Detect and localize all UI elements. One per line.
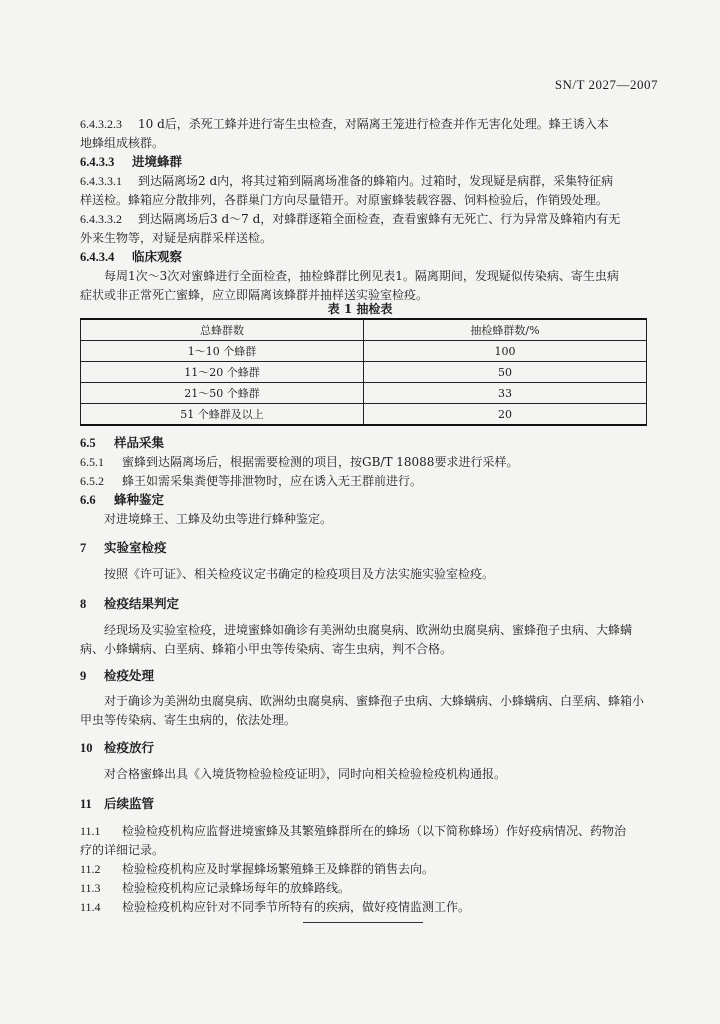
clause-number: 6.5.1 xyxy=(80,455,104,469)
clause-text: 到达隔离场2 d内，将其过箱到隔离场准备的蜂箱内。过箱时，发现疑是病群，采集特征病 xyxy=(138,174,614,188)
table-cell: 50 xyxy=(364,362,647,383)
heading-number: 6.5 xyxy=(80,436,96,450)
clause-6-4-3-3-2 xyxy=(80,212,620,226)
clause-11-2 xyxy=(80,862,434,876)
heading-number: 9 xyxy=(80,669,87,683)
clause-11-3 xyxy=(80,881,350,895)
clause-number: 11.4 xyxy=(80,900,101,914)
table-cell: 33 xyxy=(364,383,647,404)
heading-number: 6.4.3.4 xyxy=(80,250,115,264)
clause-number: 6.4.3.2.3 xyxy=(80,117,122,131)
end-rule xyxy=(303,922,423,923)
heading-7 xyxy=(80,541,167,555)
paragraph-continuation xyxy=(80,642,452,656)
heading-text: 进境蜂群 xyxy=(132,154,183,169)
clause-text: 检验检疫机构应及时掌握蜂场繁殖蜂王及蜂群的销售去向。 xyxy=(122,862,435,876)
table-cell: 21～50 个蜂群 xyxy=(81,383,364,404)
heading-text: 实验室检疫 xyxy=(104,540,167,555)
clause-6-4-3-3-1 xyxy=(80,174,613,188)
paragraph-text: 按照《许可证》、相关检疫议定书确定的检疫项目及方法实施实验室检疫。 xyxy=(104,567,495,581)
heading-10 xyxy=(80,741,154,755)
paragraph-text: 症状或非正常死亡蜜蜂，应立即隔离该蜂群并抽样送实验室检疫。 xyxy=(80,288,429,302)
heading-text: 样品采集 xyxy=(114,435,165,450)
table-row xyxy=(81,341,647,362)
clause-text: 检验检疫机构应记录蜂场每年的放蜂路线。 xyxy=(122,881,351,895)
clause-continuation xyxy=(80,136,164,150)
clause-number: 6.4.3.3.2 xyxy=(80,212,122,226)
heading-6-4-3-4 xyxy=(80,250,182,264)
heading-text: 临床观察 xyxy=(132,249,183,264)
clause-6-4-3-2-3 xyxy=(80,117,609,131)
paragraph-text: 经现场及实验室检疫，进境蜜蜂如确诊有美洲幼虫腐臭病、欧洲幼虫腐臭病、蜜蜂孢子虫病、大蜂螨 xyxy=(104,623,633,637)
heading-8 xyxy=(80,597,179,611)
heading-number: 6.6 xyxy=(80,493,96,507)
paragraph-text: 对合格蜜蜂出具《入境货物检验检疫证明》，同时向相关检验检疫机构通报。 xyxy=(104,767,507,781)
heading-9 xyxy=(80,669,154,683)
clause-text: 蜂王如需采集粪便等排泄物时，应在诱入无王群前进行。 xyxy=(122,474,423,488)
table-cell: 20 xyxy=(364,404,647,426)
heading-6-5 xyxy=(80,436,164,450)
paragraph-text xyxy=(104,767,506,781)
heading-number: 7 xyxy=(80,541,87,555)
clause-11-4 xyxy=(80,900,470,914)
clause-text: 蜜蜂到达隔离场后，根据需要检测的项目，按GB/T 18088要求进行采样。 xyxy=(122,455,519,469)
clause-11-1 xyxy=(80,824,626,838)
table-cell: 11～20 个蜂群 xyxy=(81,362,364,383)
heading-text: 检疫结果判定 xyxy=(104,596,180,611)
clause-text: 疗的详细记录。 xyxy=(80,843,165,857)
heading-11 xyxy=(80,797,154,811)
table-title: 表 1 抽检表 xyxy=(327,302,393,316)
clause-text: 检验检疫机构应监督进境蜜蜂及其繁殖蜂群所在的蜂场（以下简称蜂场）作好疫病情况、药物治 xyxy=(122,824,627,838)
clause-number: 11.3 xyxy=(80,881,101,895)
table-cell: 51 个蜂群及以上 xyxy=(81,404,364,426)
clause-text: 样送检。蜂箱应分散排列，各群巢门方向尽量错开。对原蜜蜂装载容器、饲料检验后，作销毁处理。 xyxy=(80,193,609,207)
clause-text: 检验检疫机构应针对不同季节所特有的疾病，做好疫情监测工作。 xyxy=(122,900,471,914)
paragraph-text xyxy=(104,512,332,526)
heading-text: 检疫处理 xyxy=(104,668,155,683)
heading-6-6 xyxy=(80,493,164,507)
table-cell: 1～10 个蜂群 xyxy=(81,341,364,362)
paragraph-text: 每周1次～3次对蜜蜂进行全面检查，抽检蜂群比例见表1。隔离期间，发现疑似传染病、寄生虫病 xyxy=(104,269,619,283)
paragraph-text xyxy=(104,269,619,283)
clause-number: 11.2 xyxy=(80,862,101,876)
clause-text: 10 d后，杀死工蜂并进行寄生虫检查，对隔离王笼进行检查并作无害化处理。蜂王诱入本 xyxy=(138,117,609,131)
sampling-table xyxy=(80,318,647,426)
clause-number: 6.5.2 xyxy=(80,474,104,488)
clause-continuation xyxy=(80,193,608,207)
clause-6-5-2 xyxy=(80,474,422,488)
paragraph-text: 甲虫等传染病、寄生虫病的，依法处理。 xyxy=(80,713,297,727)
table-row xyxy=(81,362,647,383)
table-header-cell: 抽检蜂群数/% xyxy=(364,319,647,341)
clause-text: 到达隔离场后3 d～7 d，对蜂群逐箱全面检查，查看蜜蜂有无死亡、行为异常及蜂箱内有无 xyxy=(138,212,621,226)
heading-text: 检疫放行 xyxy=(104,740,155,755)
clause-text: 地蜂组成核群。 xyxy=(80,136,165,150)
heading-number: 10 xyxy=(80,741,93,755)
paragraph-text xyxy=(104,623,632,637)
paragraph-text xyxy=(104,694,644,708)
heading-text: 蜂种鉴定 xyxy=(114,492,165,507)
clause-text: 外来生物等，对疑是病群采样送检。 xyxy=(80,231,273,245)
paragraph-text: 对于确诊为美洲幼虫腐臭病、欧洲幼虫腐臭病、蜜蜂孢子虫病、大蜂螨病、小蜂螨病、白垩病、蜂箱小 xyxy=(104,694,645,708)
paragraph-continuation xyxy=(80,713,296,727)
clause-continuation xyxy=(80,843,164,857)
heading-text: 后续监管 xyxy=(104,796,155,811)
standard-code: SN/T 2027—2007 xyxy=(554,77,658,92)
table-header-row xyxy=(81,319,647,341)
paragraph-text: 对进境蜂王、工蜂及幼虫等进行蜂种鉴定。 xyxy=(104,512,333,526)
table-header-cell: 总蜂群数 xyxy=(81,319,364,341)
clause-number: 11.1 xyxy=(80,824,101,838)
heading-number: 11 xyxy=(80,797,92,811)
clause-continuation xyxy=(80,231,272,245)
paragraph-text xyxy=(104,567,494,581)
clause-6-5-1 xyxy=(80,455,518,469)
heading-6-4-3-3 xyxy=(80,155,182,169)
table-cell: 100 xyxy=(364,341,647,362)
table-row xyxy=(81,383,647,404)
heading-number: 6.4.3.3 xyxy=(80,155,115,169)
table-row xyxy=(81,404,647,426)
heading-number: 8 xyxy=(80,597,87,611)
paragraph-text: 病、小蜂螨病、白垩病、蜂箱小甲虫等传染病、寄生虫病，判不合格。 xyxy=(80,642,453,656)
clause-number: 6.4.3.3.1 xyxy=(80,174,122,188)
